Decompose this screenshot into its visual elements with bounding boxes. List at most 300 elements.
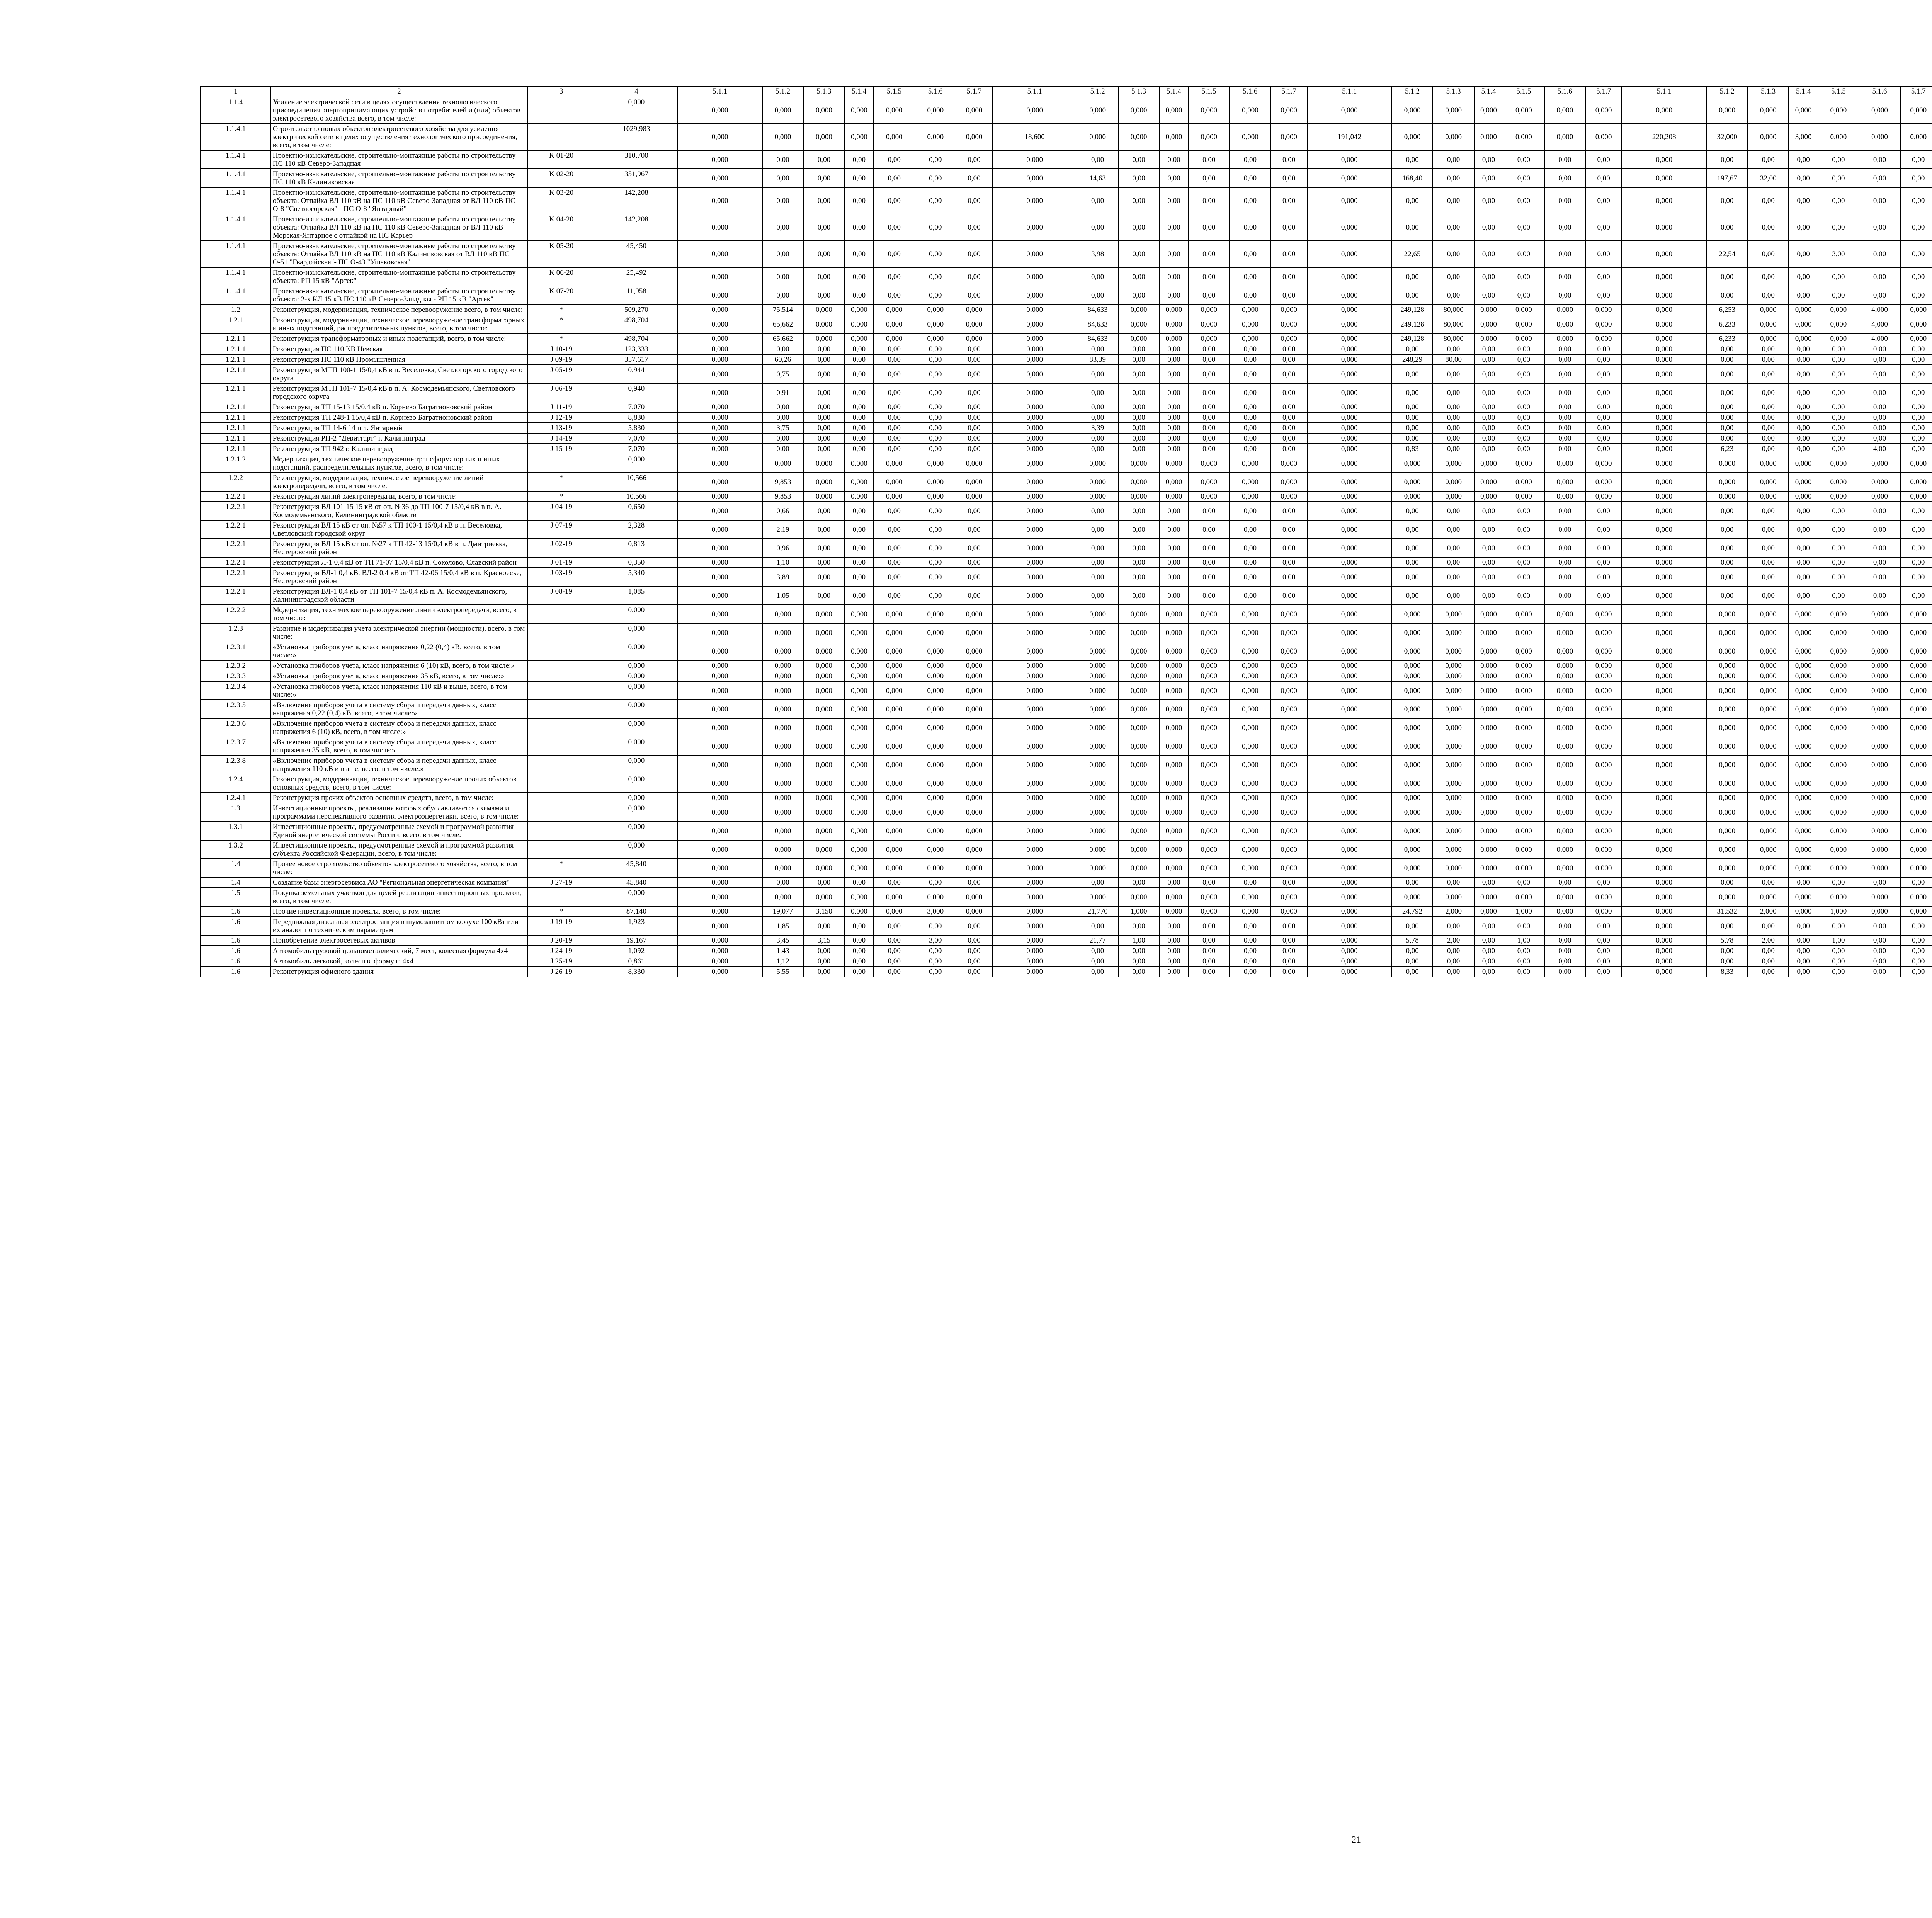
value-cell: 0,00: [1077, 502, 1118, 520]
row-total-cell: 0,940: [595, 383, 677, 402]
value-cell: 0,000: [1622, 803, 1706, 822]
value-cell: 0,00: [1433, 946, 1474, 956]
value-cell: 0,000: [1159, 671, 1188, 681]
value-cell: 0,00: [1859, 423, 1900, 433]
value-cell: 0,00: [1159, 169, 1188, 187]
value-cell: 0,00: [1706, 214, 1748, 241]
value-cell: 0,00: [1859, 946, 1900, 956]
value-cell: 0,000: [874, 671, 915, 681]
value-cell: 0,000: [1474, 491, 1503, 502]
value-cell: 0,00: [803, 241, 845, 267]
value-cell: 0,000: [1585, 859, 1622, 877]
value-cell: 1,85: [762, 917, 804, 935]
value-cell: 0,00: [1230, 150, 1271, 169]
value-cell: 0,00: [1474, 433, 1503, 444]
value-cell: 0,000: [1585, 822, 1622, 840]
value-cell: 0,000: [677, 605, 762, 623]
value-cell: 0,000: [1818, 334, 1859, 344]
value-cell: 0,000: [1789, 315, 1818, 334]
value-cell: 0,000: [1859, 840, 1900, 859]
value-cell: 0,000: [762, 840, 804, 859]
value-cell: 0,000: [1818, 315, 1859, 334]
value-cell: 249,128: [1392, 305, 1433, 315]
value-cell: 0,00: [1433, 444, 1474, 454]
column-header-cell: 5.1.4: [1789, 86, 1818, 97]
value-cell: 0,00: [1189, 402, 1230, 412]
column-header-cell: 5.1.4: [845, 86, 874, 97]
value-cell: 0,000: [1503, 491, 1544, 502]
value-cell: 0,000: [1271, 822, 1307, 840]
value-cell: 0,000: [1307, 586, 1392, 605]
value-cell: 0,00: [1585, 187, 1622, 214]
value-cell: 0,000: [677, 756, 762, 774]
value-cell: 0,00: [1789, 214, 1818, 241]
value-cell: 0,000: [677, 935, 762, 946]
value-cell: 0,00: [1585, 946, 1622, 956]
value-cell: 0,00: [1544, 187, 1586, 214]
value-cell: 0,000: [1900, 803, 1932, 822]
value-cell: 0,000: [1392, 793, 1433, 803]
row-total-cell: 0,000: [595, 718, 677, 737]
value-cell: 0,00: [1748, 402, 1789, 412]
row-total-cell: 7,070: [595, 444, 677, 454]
value-cell: 0,000: [992, 187, 1077, 214]
value-cell: 0,00: [1706, 946, 1748, 956]
value-cell: 0,00: [1189, 539, 1230, 557]
value-cell: 0,000: [677, 803, 762, 822]
value-cell: 0,000: [1307, 888, 1392, 906]
value-cell: 0,00: [1118, 917, 1160, 935]
value-cell: 0,000: [1307, 568, 1392, 586]
value-cell: 0,00: [803, 539, 845, 557]
value-cell: 0,000: [1900, 774, 1932, 793]
value-cell: 0,00: [845, 344, 874, 354]
value-cell: 0,00: [1859, 520, 1900, 539]
value-cell: 0,000: [956, 124, 992, 150]
value-cell: 0,00: [1392, 423, 1433, 433]
value-cell: 0,00: [1585, 539, 1622, 557]
value-cell: 0,000: [1544, 315, 1586, 334]
value-cell: 0,00: [956, 444, 992, 454]
value-cell: 0,000: [1433, 671, 1474, 681]
value-cell: 0,000: [1307, 605, 1392, 623]
value-cell: 0,000: [1622, 423, 1706, 433]
value-cell: 0,000: [1900, 888, 1932, 906]
value-cell: 0,000: [1307, 660, 1392, 671]
value-cell: 0,00: [1159, 444, 1188, 454]
row-name-cell: Автомобиль легковой, колесная формула 4х4: [271, 956, 527, 967]
value-cell: 0,000: [1748, 756, 1789, 774]
value-cell: 0,00: [1544, 402, 1586, 412]
table-row: [201, 334, 1932, 344]
value-cell: 0,00: [1392, 412, 1433, 423]
value-cell: 0,00: [1544, 539, 1586, 557]
value-cell: 0,00: [1271, 935, 1307, 946]
column-header-cell: 5.1.6: [915, 86, 956, 97]
value-cell: 0,000: [874, 803, 915, 822]
value-cell: 0,000: [1622, 906, 1706, 917]
value-cell: 0,000: [1503, 774, 1544, 793]
value-cell: 0,00: [1503, 383, 1544, 402]
value-cell: 0,00: [1748, 354, 1789, 365]
value-cell: 0,00: [1503, 344, 1544, 354]
value-cell: 0,000: [1230, 334, 1271, 344]
value-cell: 0,000: [915, 642, 956, 660]
value-cell: 0,000: [1271, 473, 1307, 491]
value-cell: 0,00: [956, 520, 992, 539]
table-row: [201, 803, 1932, 822]
value-cell: 0,00: [803, 354, 845, 365]
value-cell: 0,000: [1307, 502, 1392, 520]
value-cell: 0,66: [762, 502, 804, 520]
table-row: [201, 305, 1932, 315]
row-name-cell: Реконструкция, модернизация, техническое перевооружение всего, в том числе:: [271, 305, 527, 315]
value-cell: 19,077: [762, 906, 804, 917]
value-cell: 0,00: [1392, 187, 1433, 214]
table-row: [201, 286, 1932, 305]
value-cell: 0,000: [677, 412, 762, 423]
row-code-cell: *: [527, 473, 595, 491]
value-cell: 0,000: [992, 700, 1077, 718]
value-cell: 0,00: [874, 539, 915, 557]
value-cell: 0,00: [1189, 946, 1230, 956]
row-code-cell: [527, 97, 595, 124]
value-cell: 0,00: [1077, 520, 1118, 539]
value-cell: 0,000: [1189, 888, 1230, 906]
value-cell: 0,00: [956, 169, 992, 187]
value-cell: 0,00: [1544, 568, 1586, 586]
value-cell: 0,000: [1585, 491, 1622, 502]
value-cell: 0,000: [992, 444, 1077, 454]
value-cell: 0,000: [677, 700, 762, 718]
value-cell: 0,00: [874, 967, 915, 977]
value-cell: 0,000: [1622, 383, 1706, 402]
value-cell: 0,00: [956, 402, 992, 412]
value-cell: 0,00: [1818, 568, 1859, 586]
value-cell: 0,000: [762, 660, 804, 671]
value-cell: 2,00: [1433, 935, 1474, 946]
value-cell: 0,00: [1159, 557, 1188, 568]
value-cell: 0,00: [1077, 365, 1118, 383]
value-cell: 0,000: [1622, 97, 1706, 124]
table-row: [201, 539, 1932, 557]
value-cell: 0,000: [1706, 700, 1748, 718]
value-cell: 0,000: [1189, 334, 1230, 344]
value-cell: 0,000: [1818, 605, 1859, 623]
value-cell: 0,000: [1392, 681, 1433, 700]
value-cell: 0,000: [1433, 605, 1474, 623]
value-cell: 0,000: [1307, 412, 1392, 423]
value-cell: 0,00: [956, 267, 992, 286]
value-cell: 0,000: [1230, 473, 1271, 491]
value-cell: 0,000: [1271, 124, 1307, 150]
value-cell: 0,00: [803, 502, 845, 520]
value-cell: 0,000: [1433, 681, 1474, 700]
value-cell: 0,00: [1900, 568, 1932, 586]
row-name-cell: Усиление электрической сети в целях осуществления технологического присоединения энергопринимающих устройств потребителей и (или) объектов электросетевого хозяйства всего, в том числе:: [271, 97, 527, 124]
value-cell: 0,000: [1900, 756, 1932, 774]
value-cell: 0,000: [1622, 365, 1706, 383]
value-cell: 0,000: [992, 473, 1077, 491]
value-cell: 0,000: [1585, 124, 1622, 150]
value-cell: 0,00: [1392, 344, 1433, 354]
row-code-cell: J 27-19: [527, 877, 595, 888]
column-header-cell: 5.1.2: [1077, 86, 1118, 97]
value-cell: 0,00: [1271, 956, 1307, 967]
value-cell: 0,000: [915, 97, 956, 124]
value-cell: 0,00: [915, 187, 956, 214]
value-cell: 0,00: [1474, 241, 1503, 267]
value-cell: 0,000: [1433, 774, 1474, 793]
value-cell: 0,00: [1077, 383, 1118, 402]
value-cell: 0,00: [1748, 917, 1789, 935]
value-cell: 0,00: [1859, 383, 1900, 402]
value-cell: 0,00: [915, 586, 956, 605]
value-cell: 0,00: [1818, 877, 1859, 888]
value-cell: 0,000: [1271, 840, 1307, 859]
value-cell: 0,000: [1271, 681, 1307, 700]
row-number-cell: 1.2.1.1: [201, 383, 271, 402]
value-cell: 0,00: [1474, 568, 1503, 586]
value-cell: 0,00: [1706, 917, 1748, 935]
value-cell: 0,000: [1789, 718, 1818, 737]
value-cell: 0,000: [1789, 491, 1818, 502]
value-cell: 0,000: [1307, 334, 1392, 344]
value-cell: 0,000: [1622, 214, 1706, 241]
row-total-cell: 2,328: [595, 520, 677, 539]
value-cell: 0,000: [1118, 305, 1160, 315]
value-cell: 0,000: [1622, 354, 1706, 365]
value-cell: 0,00: [1818, 557, 1859, 568]
value-cell: 0,00: [1748, 444, 1789, 454]
value-cell: 0,000: [874, 793, 915, 803]
value-cell: 0,000: [992, 840, 1077, 859]
value-cell: 0,000: [1474, 97, 1503, 124]
value-cell: 0,000: [1271, 660, 1307, 671]
value-cell: 0,00: [1230, 520, 1271, 539]
value-cell: 0,000: [1544, 840, 1586, 859]
value-cell: 0,000: [874, 700, 915, 718]
value-cell: 0,000: [1544, 822, 1586, 840]
row-code-cell: *: [527, 491, 595, 502]
value-cell: 0,00: [1900, 557, 1932, 568]
value-cell: 0,000: [1474, 681, 1503, 700]
value-cell: 0,00: [1900, 365, 1932, 383]
row-code-cell: J 10-19: [527, 344, 595, 354]
value-cell: 0,00: [1585, 917, 1622, 935]
value-cell: 0,000: [992, 568, 1077, 586]
value-cell: 0,000: [992, 956, 1077, 967]
value-cell: 0,00: [803, 444, 845, 454]
value-cell: 0,00: [1118, 150, 1160, 169]
value-cell: 0,000: [1118, 888, 1160, 906]
value-cell: 0,00: [1748, 946, 1789, 956]
value-cell: 0,000: [1159, 623, 1188, 642]
value-cell: 0,00: [1748, 956, 1789, 967]
row-total-cell: 5,830: [595, 423, 677, 433]
value-cell: 0,00: [1271, 502, 1307, 520]
value-cell: 0,000: [1159, 491, 1188, 502]
value-cell: 0,00: [1433, 433, 1474, 444]
value-cell: 0,000: [1118, 737, 1160, 756]
value-cell: 0,00: [1503, 967, 1544, 977]
value-cell: 0,000: [1189, 859, 1230, 877]
value-cell: 0,00: [956, 433, 992, 444]
value-cell: 0,00: [1118, 267, 1160, 286]
value-cell: 0,00: [956, 877, 992, 888]
value-cell: 0,000: [1544, 718, 1586, 737]
value-cell: 0,000: [1503, 803, 1544, 822]
value-cell: 65,662: [762, 315, 804, 334]
table-row: [201, 700, 1932, 718]
value-cell: 0,000: [874, 97, 915, 124]
value-cell: 0,00: [1433, 917, 1474, 935]
value-cell: 0,000: [677, 737, 762, 756]
value-cell: 0,000: [803, 756, 845, 774]
value-cell: 0,00: [1474, 365, 1503, 383]
table-row: [201, 423, 1932, 433]
row-total-cell: 8,330: [595, 967, 677, 977]
value-cell: 0,000: [1271, 774, 1307, 793]
row-total-cell: 0,350: [595, 557, 677, 568]
value-cell: 0,00: [1159, 586, 1188, 605]
value-cell: 0,00: [1474, 917, 1503, 935]
value-cell: 0,000: [915, 660, 956, 671]
value-cell: 21,770: [1077, 906, 1118, 917]
row-number-cell: 1.1.4.1: [201, 187, 271, 214]
table-row: [201, 935, 1932, 946]
value-cell: 0,000: [1706, 718, 1748, 737]
value-cell: 0,00: [874, 344, 915, 354]
value-cell: 0,00: [1544, 267, 1586, 286]
table-row: [201, 605, 1932, 623]
value-cell: 0,00: [874, 502, 915, 520]
row-total-cell: 45,840: [595, 859, 677, 877]
row-name-cell: Реконструкция линий электропередачи, всего, в том числе:: [271, 491, 527, 502]
value-cell: 84,633: [1077, 334, 1118, 344]
value-cell: 0,000: [1077, 822, 1118, 840]
value-cell: 0,000: [1859, 97, 1900, 124]
value-cell: 0,00: [1585, 433, 1622, 444]
value-cell: 0,00: [956, 568, 992, 586]
value-cell: 0,00: [1392, 568, 1433, 586]
value-cell: 0,000: [1622, 344, 1706, 354]
value-cell: 0,00: [1118, 444, 1160, 454]
value-cell: 0,000: [1307, 383, 1392, 402]
value-cell: 0,000: [1789, 623, 1818, 642]
row-code-cell: [527, 756, 595, 774]
value-cell: 0,00: [956, 502, 992, 520]
row-code-cell: J 07-19: [527, 520, 595, 539]
value-cell: 4,000: [1859, 315, 1900, 334]
value-cell: 0,00: [1859, 433, 1900, 444]
value-cell: 0,000: [915, 822, 956, 840]
value-cell: 0,00: [1859, 539, 1900, 557]
value-cell: 0,000: [1474, 803, 1503, 822]
value-cell: 0,00: [915, 383, 956, 402]
value-cell: 1,12: [762, 956, 804, 967]
value-cell: 0,00: [874, 150, 915, 169]
value-cell: 0,000: [1622, 956, 1706, 967]
value-cell: 0,000: [1859, 793, 1900, 803]
value-cell: 0,000: [1474, 793, 1503, 803]
value-cell: 0,000: [1585, 718, 1622, 737]
value-cell: 0,000: [1118, 454, 1160, 473]
table-row: [201, 840, 1932, 859]
value-cell: 0,00: [1585, 286, 1622, 305]
value-cell: 0,000: [1392, 623, 1433, 642]
value-cell: 0,000: [1230, 774, 1271, 793]
value-cell: 0,000: [1706, 473, 1748, 491]
value-cell: 0,00: [1544, 214, 1586, 241]
value-cell: 0,000: [1789, 888, 1818, 906]
value-cell: 0,000: [845, 888, 874, 906]
value-cell: 0,000: [1503, 840, 1544, 859]
value-cell: 0,000: [1859, 605, 1900, 623]
value-cell: 0,000: [1474, 906, 1503, 917]
value-cell: 0,000: [915, 793, 956, 803]
value-cell: 0,00: [1433, 344, 1474, 354]
row-code-cell: *: [527, 305, 595, 315]
value-cell: 0,000: [1789, 305, 1818, 315]
value-cell: 0,000: [1307, 956, 1392, 967]
value-cell: 0,000: [1503, 605, 1544, 623]
value-cell: 0,00: [956, 557, 992, 568]
table-row: [201, 365, 1932, 383]
value-cell: 0,000: [1307, 906, 1392, 917]
value-cell: 1,43: [762, 946, 804, 956]
value-cell: 0,00: [1392, 917, 1433, 935]
value-cell: 0,000: [803, 305, 845, 315]
value-cell: 0,000: [1622, 822, 1706, 840]
value-cell: 0,000: [1307, 354, 1392, 365]
value-cell: 0,000: [1585, 906, 1622, 917]
row-total-cell: 87,140: [595, 906, 677, 917]
value-cell: 0,000: [677, 946, 762, 956]
row-total-cell: 10,566: [595, 491, 677, 502]
value-cell: 0,00: [1585, 423, 1622, 433]
value-cell: 0,000: [1622, 539, 1706, 557]
value-cell: 0,00: [1706, 539, 1748, 557]
value-cell: 0,000: [1622, 935, 1706, 946]
value-cell: 0,000: [874, 124, 915, 150]
value-cell: 0,00: [1433, 586, 1474, 605]
row-name-cell: Приобретение электросетевых активов: [271, 935, 527, 946]
value-cell: 0,00: [1474, 169, 1503, 187]
value-cell: 0,000: [1118, 315, 1160, 334]
value-cell: 0,00: [1544, 946, 1586, 956]
value-cell: 0,000: [1818, 491, 1859, 502]
value-cell: 0,000: [1271, 671, 1307, 681]
row-name-cell: Проектно-изыскательские, строительно-монтажные работы по строительству объекта: Отпайка ВЛ 110 кВ на ПС 110 кВ Калиниковская от ВЛ 110 кВ ПС О-51 "Гвардейская"- ПС О-43 "Ушаковская": [271, 241, 527, 267]
value-cell: 4,00: [1859, 444, 1900, 454]
row-total-cell: 11,958: [595, 286, 677, 305]
value-cell: 0,000: [1392, 803, 1433, 822]
value-cell: 0,000: [1789, 681, 1818, 700]
row-number-cell: 1.2.2.1: [201, 568, 271, 586]
row-name-cell: Модернизация, техническое перевооружение линий электропередачи, всего, в том числе:: [271, 605, 527, 623]
value-cell: 0,00: [1474, 586, 1503, 605]
value-cell: 0,00: [1503, 286, 1544, 305]
value-cell: 0,00: [845, 877, 874, 888]
value-cell: 1,05: [762, 586, 804, 605]
value-cell: 0,00: [1077, 568, 1118, 586]
value-cell: 0,00: [1433, 365, 1474, 383]
column-header-cell: 5.1.3: [803, 86, 845, 97]
value-cell: 0,000: [915, 315, 956, 334]
table-row: [201, 822, 1932, 840]
value-cell: 0,000: [956, 623, 992, 642]
